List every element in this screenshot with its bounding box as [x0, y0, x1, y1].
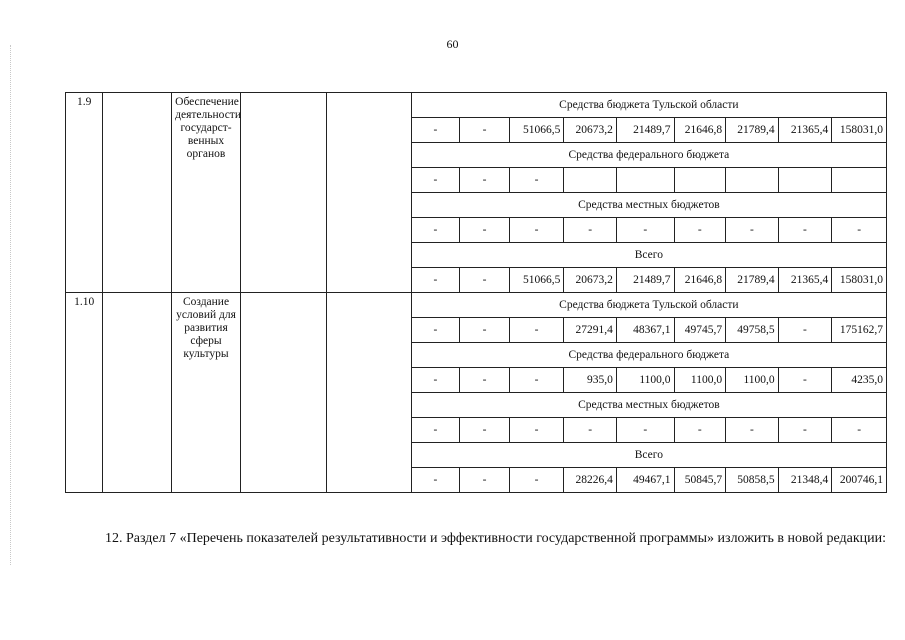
value-cell: 49467,1 — [616, 468, 674, 493]
empty-cell — [240, 93, 326, 293]
value-cell: - — [832, 418, 887, 443]
value-cell: 49758,5 — [726, 318, 779, 343]
value-cell: 1100,0 — [674, 368, 726, 393]
value-cell — [616, 168, 674, 193]
value-cell: 175162,7 — [832, 318, 887, 343]
empty-cell — [103, 93, 172, 293]
value-cell: - — [460, 468, 510, 493]
value-cell: 51066,5 — [509, 118, 564, 143]
funding-source-header: Всего — [411, 443, 886, 468]
value-cell: 49745,7 — [674, 318, 726, 343]
value-cell: - — [674, 418, 726, 443]
value-cell: - — [726, 218, 779, 243]
value-cell: - — [411, 268, 460, 293]
funding-source-header: Средства местных бюджетов — [411, 393, 886, 418]
value-cell: - — [726, 418, 779, 443]
value-cell: - — [460, 168, 510, 193]
row-name: Создание условий для развития сферы культуры — [172, 293, 241, 493]
value-cell: 1100,0 — [726, 368, 779, 393]
value-cell: - — [616, 418, 674, 443]
value-cell: 935,0 — [564, 368, 617, 393]
value-cell: - — [674, 218, 726, 243]
value-cell: 21489,7 — [616, 268, 674, 293]
value-cell: - — [616, 218, 674, 243]
funding-source-header: Средства федерального бюджета — [411, 343, 886, 368]
empty-cell — [103, 293, 172, 493]
value-cell: 21646,8 — [674, 268, 726, 293]
value-cell: 50858,5 — [726, 468, 779, 493]
value-cell: - — [509, 318, 564, 343]
value-cell: 200746,1 — [832, 468, 887, 493]
value-cell: - — [460, 368, 510, 393]
value-cell: 27291,4 — [564, 318, 617, 343]
margin-dotted-line — [10, 45, 12, 565]
value-cell — [832, 168, 887, 193]
value-cell: 21789,4 — [726, 118, 779, 143]
value-cell: 21646,8 — [674, 118, 726, 143]
value-cell — [564, 168, 617, 193]
value-cell: - — [460, 118, 510, 143]
value-cell: 158031,0 — [832, 268, 887, 293]
empty-cell — [240, 293, 326, 493]
value-cell: - — [411, 168, 460, 193]
value-cell — [726, 168, 779, 193]
funding-source-header: Средства местных бюджетов — [411, 193, 886, 218]
row-name: Обеспечение деятельности государст-венных органов — [172, 93, 241, 293]
value-cell: - — [509, 468, 564, 493]
funding-source-header: Средства федерального бюджета — [411, 143, 886, 168]
value-cell: 48367,1 — [616, 318, 674, 343]
value-cell: - — [460, 418, 510, 443]
group-header-row — [66, 93, 887, 118]
value-cell: - — [778, 318, 832, 343]
value-cell: 28226,4 — [564, 468, 617, 493]
value-cell: - — [509, 168, 564, 193]
value-cell: - — [411, 468, 460, 493]
value-cell: - — [411, 218, 460, 243]
funding-source-header: Средства бюджета Тульской области — [411, 93, 886, 118]
value-cell: - — [564, 418, 617, 443]
empty-cell — [326, 93, 411, 293]
value-cell: - — [509, 418, 564, 443]
value-cell: - — [509, 368, 564, 393]
value-cell: - — [778, 418, 832, 443]
empty-cell — [326, 293, 411, 493]
value-cell: 1100,0 — [616, 368, 674, 393]
value-cell: - — [564, 218, 617, 243]
value-cell: - — [460, 268, 510, 293]
value-cell — [674, 168, 726, 193]
value-cell: - — [460, 318, 510, 343]
value-cell: - — [411, 118, 460, 143]
value-cell: - — [778, 368, 832, 393]
value-cell: - — [460, 218, 510, 243]
row-number: 1.9 — [66, 93, 103, 293]
value-cell: 20673,2 — [564, 118, 617, 143]
value-cell: - — [411, 318, 460, 343]
value-cell: 20673,2 — [564, 268, 617, 293]
value-cell: 21789,4 — [726, 268, 779, 293]
value-cell: 158031,0 — [832, 118, 887, 143]
budget-table — [65, 92, 887, 493]
group-header-row — [66, 293, 887, 318]
value-cell: 21348,4 — [778, 468, 832, 493]
value-cell: - — [411, 418, 460, 443]
value-cell: - — [778, 218, 832, 243]
value-cell: 21365,4 — [778, 268, 832, 293]
funding-source-header: Средства бюджета Тульской области — [411, 293, 886, 318]
value-cell: 50845,7 — [674, 468, 726, 493]
value-cell: 21489,7 — [616, 118, 674, 143]
page-number: 60 — [446, 37, 459, 51]
value-cell: 4235,0 — [832, 368, 887, 393]
value-cell: - — [832, 218, 887, 243]
value-cell: 21365,4 — [778, 118, 832, 143]
section-paragraph: 12. Раздел 7 «Перечень показателей результативности и эффективности государственной программы» изложить в новой редакции: — [105, 531, 887, 546]
value-cell: 51066,5 — [509, 268, 564, 293]
value-cell — [778, 168, 832, 193]
value-cell: - — [509, 218, 564, 243]
row-number: 1.10 — [66, 293, 103, 493]
value-cell: - — [411, 368, 460, 393]
funding-source-header: Всего — [411, 243, 886, 268]
